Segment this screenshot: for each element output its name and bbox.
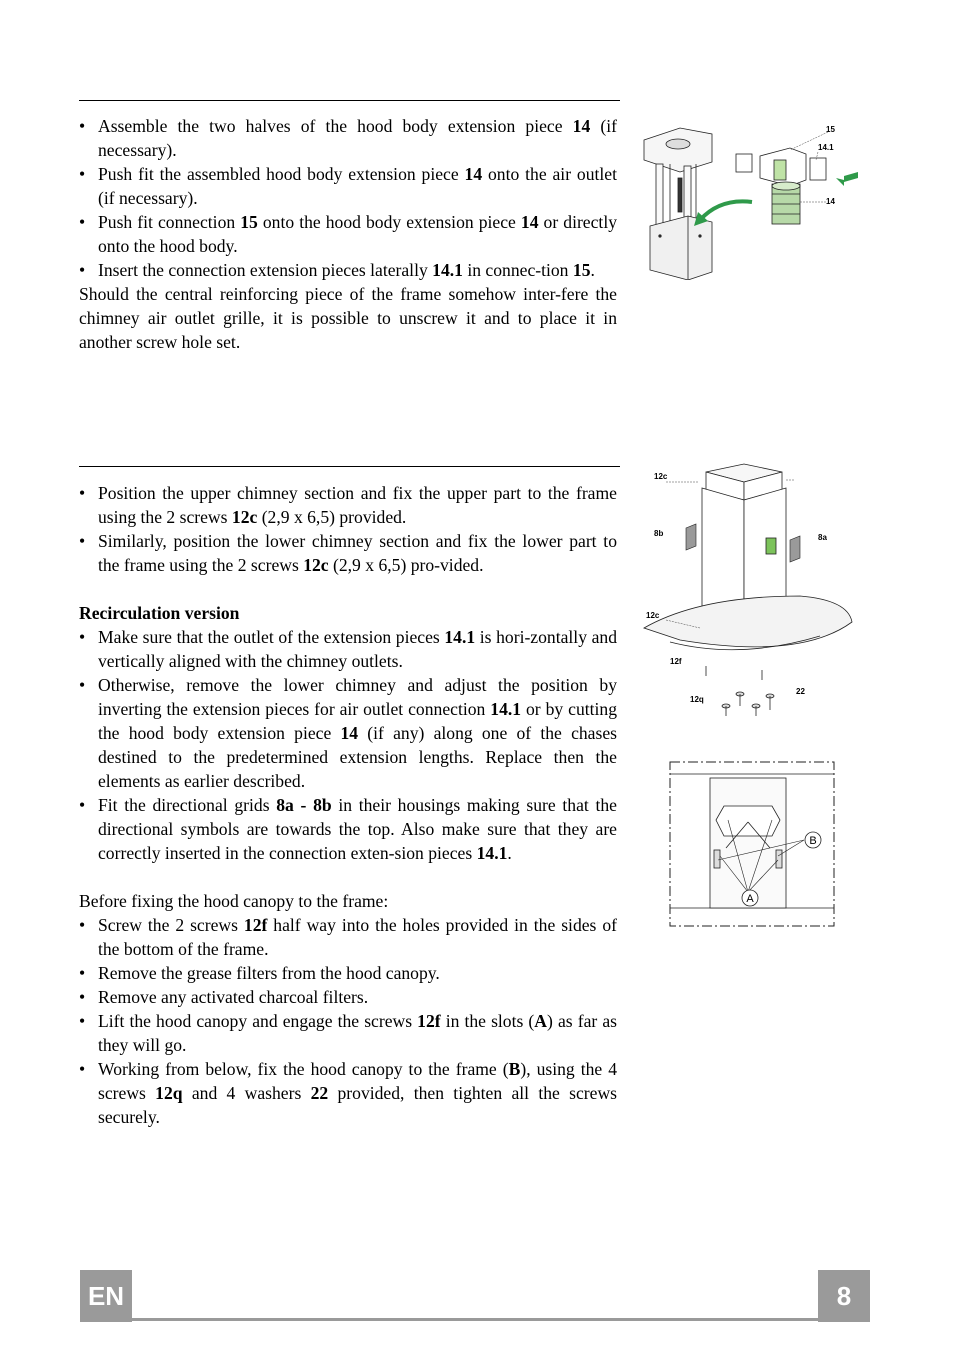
bold-ref: 15 (572, 260, 591, 280)
text-run: or directly onto the hood body. (98, 212, 618, 256)
marker-b-label: B (809, 835, 817, 847)
language-badge: EN (80, 1270, 132, 1322)
bold-ref: 22 (310, 1083, 329, 1103)
label-12q: 12q (690, 695, 704, 704)
bold-ref: 12c (231, 507, 258, 527)
bullet-item (79, 114, 617, 162)
bold-ref: 12c (303, 555, 329, 575)
text-run: (if necessary). (98, 116, 617, 160)
text-run: (2,9 x 6,5) provided. (257, 507, 407, 527)
recirculation-heading: Recirculation version (79, 603, 240, 623)
text-run: in the slots ( (440, 1011, 535, 1031)
text-run: (2,9 x 6,5) pro-vided. (328, 555, 484, 575)
bullet-item (79, 210, 617, 258)
section-1-text (79, 114, 617, 354)
bullet-item (79, 913, 617, 961)
bullet-item (79, 985, 617, 1009)
spacer (79, 865, 617, 889)
bullet-item (79, 529, 617, 577)
text-run: . (507, 843, 512, 863)
text-run: Push fit connection (98, 212, 241, 232)
figure-extension-assembly (640, 120, 870, 280)
connection-pieces (736, 148, 826, 224)
text-run: in connec-tion (462, 260, 573, 280)
label-12c-bottom: 12c (646, 611, 660, 620)
green-arrow-right (836, 172, 858, 186)
text-run: ), using the 4 screws (98, 1059, 617, 1103)
label-14-1: 14.1 (818, 143, 834, 152)
text-run: Remove any activated charcoal filters. (98, 987, 369, 1007)
bold-ref: 15 (240, 212, 258, 232)
label-15: 15 (826, 125, 835, 134)
text-run: Insert the connection extension pieces laterally (98, 260, 433, 280)
text-run: is hori-zontally and vertically aligned with the chimney outlets. (98, 627, 617, 671)
figure-frame-detail (668, 760, 836, 928)
text-run: in their housings making sure that the directional symbols are towards the top. Also make sure that they are correctly inserted in the connection exten-sion pieces (98, 795, 617, 863)
label-8a: 8a (818, 533, 827, 542)
chimney-illustration (644, 464, 852, 650)
bold-ref: A (534, 1011, 548, 1031)
bullet-item (79, 258, 617, 282)
text-run: onto the air outlet (if necessary). (98, 164, 617, 208)
bullet-item (79, 1057, 617, 1129)
frame-illustration (644, 128, 712, 280)
text-run: Working from below, fix the hood canopy to the frame ( (98, 1059, 509, 1079)
text-run: . (590, 260, 595, 280)
bold-ref: 12f (417, 1011, 441, 1031)
before-fixing-text: Before fixing the hood canopy to the frame: (79, 891, 389, 911)
text-run: provided, then tighten all the screws securely. (98, 1083, 617, 1127)
bullet-item (79, 961, 617, 985)
bold-ref: 14 (572, 116, 591, 136)
section-2-rule (79, 466, 620, 467)
bullet-item (79, 481, 617, 529)
bold-ref: 14 (464, 164, 483, 184)
text-run: Fit the directional grids (98, 795, 277, 815)
text-run: Lift the hood canopy and engage the screws (98, 1011, 418, 1031)
bold-ref: 12q (155, 1083, 183, 1103)
bullet-item (79, 673, 617, 793)
page-number: 8 (818, 1270, 870, 1322)
marker-a-label: A (746, 893, 754, 905)
bold-ref: 14.1 (444, 627, 476, 647)
bold-ref: B (508, 1059, 521, 1079)
section-1-rule (79, 100, 620, 101)
bold-ref: 8a - 8b (276, 795, 332, 815)
bold-ref: 12f (243, 915, 268, 935)
green-arrow-left (700, 201, 752, 220)
footer-bar (132, 1318, 870, 1321)
text-run: ) as far as they will go. (98, 1011, 617, 1055)
section-1-bullets (79, 114, 617, 282)
label-12f: 12f (670, 657, 682, 666)
bold-ref: 14 (520, 212, 539, 232)
label-8b: 8b (654, 529, 664, 538)
text-run: or by cutting the hood body extension piece (98, 699, 617, 743)
text-run: Otherwise, remove the lower chimney and adjust the position by inverting the extension pieces for air outlet connection (98, 675, 617, 719)
text-run: onto the hood body extension piece (257, 212, 521, 232)
text-run: Position the upper chimney section and fix the upper part to the frame using the 2 screws (98, 483, 617, 527)
spacer (79, 577, 617, 601)
recirculation-bullets (79, 625, 617, 865)
bullet-item (79, 625, 617, 673)
text-run: and 4 washers (182, 1083, 311, 1103)
screws (706, 666, 774, 716)
text-run: Push fit the assembled hood body extension piece (98, 164, 465, 184)
section-1-paragraph: Should the central reinforcing piece of the frame somehow inter-fere the chimney air outlet grille, it is possible to unscrew it and to place it in another screw hole set. (79, 284, 617, 352)
bullet-item (79, 1009, 617, 1057)
text-run: Screw the 2 screws (98, 915, 244, 935)
label-22: 22 (796, 687, 805, 696)
section-2-bullets (79, 481, 617, 577)
text-run: Remove the grease filters from the hood canopy. (98, 963, 440, 983)
bullet-item (79, 162, 617, 210)
bold-ref: 14 (340, 723, 359, 743)
text-run: Similarly, position the lower chimney section and fix the lower part to the frame using the 2 screws (98, 531, 617, 575)
text-run: Assemble the two halves of the hood body extension piece (98, 116, 573, 136)
label-12c-top: 12c (654, 472, 668, 481)
bold-ref: 14.1 (476, 843, 508, 863)
text-run: half way into the holes provided in the sides of the bottom of the frame. (98, 915, 617, 959)
bold-ref: 14.1 (432, 260, 463, 280)
section-2-text (79, 481, 617, 1129)
canopy-bullets (79, 913, 617, 1129)
frame-plate (710, 778, 786, 908)
figure-chimney-canopy (640, 460, 860, 720)
bullet-item (79, 793, 617, 865)
text-run: Make sure that the outlet of the extension pieces (98, 627, 445, 647)
text-run: (if any) along one of the chases destined to the predetermined extension lengths. Replace then the elements as earlier described. (98, 723, 617, 791)
label-14: 14 (826, 197, 835, 206)
bold-ref: 14.1 (490, 699, 522, 719)
